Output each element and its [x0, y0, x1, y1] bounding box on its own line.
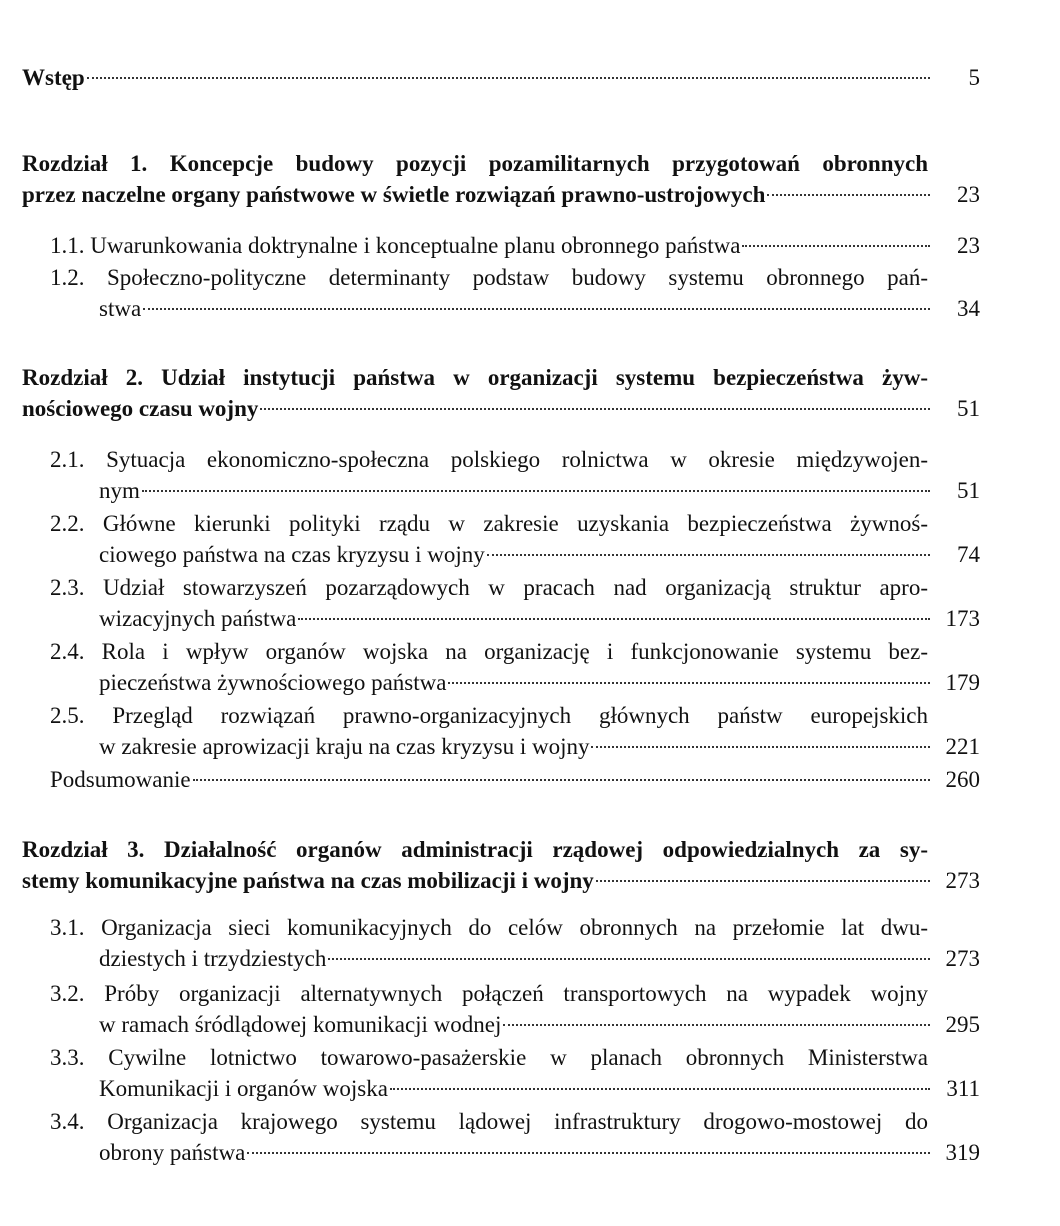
section-title-line: 2.2. Główne kierunki polityki rządu w zakresie uzyskania bezpieczeństwa żywnoś- — [50, 511, 928, 536]
toc-section-2-4[interactable] — [50, 636, 980, 698]
section-title-line: 3.1. Organizacja sieci komunikacyjnych do celów obronnych na przełomie lat dwu- — [50, 915, 928, 940]
page-number: 319 — [945, 1140, 980, 1165]
chapter-title-line: przez naczelne organy państwowe w świetle rozwiązań prawno-ustrojowych — [22, 182, 766, 207]
section-title-line: w ramach śródlądowej komunikacji wodnej — [99, 1012, 502, 1037]
page-number: 311 — [946, 1076, 980, 1101]
section-title-line: w zakresie aprowizacji kraju na czas kryzysu i wojny — [99, 734, 590, 759]
toc-section-2-3[interactable] — [50, 572, 980, 634]
section-title-line: 3.3. Cywilne lotnictwo towarowo-pasażerskie w planach obronnych Ministerstwa — [50, 1045, 928, 1070]
section-title-line: 3.2. Próby organizacji alternatywnych połączeń transportowych na wypadek wojny — [50, 981, 928, 1006]
dot-leader — [448, 682, 930, 684]
section-title-line: dziestych i trzydziestych — [99, 946, 327, 971]
toc-section-3-3[interactable] — [50, 1042, 980, 1104]
page-number: 5 — [968, 65, 980, 90]
page-number: 179 — [945, 670, 980, 695]
section-title-line: Komunikacji i organów wojska — [99, 1076, 388, 1101]
dot-leader — [260, 408, 930, 410]
section-title-line: 3.4. Organizacja krajowego systemu lądowej infrastruktury drogowo-mostowej do — [50, 1109, 928, 1134]
toc-chapter-3[interactable] — [22, 834, 980, 896]
toc-summary[interactable] — [50, 764, 980, 795]
toc-section-1-1[interactable] — [50, 230, 980, 261]
page-number: 23 — [957, 182, 980, 207]
chapter-title-line: Rozdział 2. Udział instytucji państwa w organizacji systemu bezpieczeństwa żyw- — [22, 365, 928, 390]
toc-section-3-1[interactable] — [50, 912, 980, 974]
dot-leader — [487, 554, 930, 556]
chapter-title-line: Rozdział 1. Koncepcje budowy pozycji pozamilitarnych przygotowań obronnych — [22, 151, 928, 176]
section-title-line: obrony państwa — [99, 1140, 246, 1165]
toc-chapter-1[interactable] — [22, 148, 980, 210]
section-title-line: 2.3. Udział stowarzyszeń pozarządowych w pracach nad organizacją struktur apro- — [50, 575, 928, 600]
toc-section-2-5[interactable] — [50, 700, 980, 762]
section-title-line: 1.2. Społeczno-polityczne determinanty podstaw budowy systemu obronnego pań- — [50, 265, 928, 290]
page-number: 273 — [945, 946, 980, 971]
toc-section-2-2[interactable] — [50, 508, 980, 570]
page-number: 173 — [945, 606, 980, 631]
section-title-line: ciowego państwa na czas kryzysu i wojny — [99, 542, 485, 567]
section-title-line: pieczeństwa żywnościowego państwa — [99, 670, 447, 695]
section-title: Podsumowanie — [50, 767, 191, 792]
dot-leader — [298, 618, 930, 620]
chapter-title-line: nościowego czasu wojny — [22, 396, 259, 421]
section-title-line: nym — [99, 478, 140, 503]
toc-section-1-2[interactable] — [50, 262, 980, 324]
page-number: 34 — [957, 296, 980, 321]
page-number: 273 — [945, 868, 980, 893]
page-number: 295 — [945, 1012, 980, 1037]
dot-leader — [390, 1088, 930, 1090]
dot-leader — [503, 1024, 930, 1026]
dot-leader — [193, 779, 930, 781]
chapter-title-line: Rozdział 3. Działalność organów administracji rządowej odpowiedzialnych za sy- — [22, 837, 928, 862]
toc-entry-title: Wstęp — [22, 65, 85, 90]
page-number: 51 — [957, 396, 980, 421]
page-number: 260 — [945, 767, 980, 792]
dot-leader — [143, 308, 930, 310]
dot-leader — [142, 490, 930, 492]
toc-chapter-2[interactable] — [22, 362, 980, 424]
section-title-line: 2.1. Sytuacja ekonomiczno-społeczna polskiego rolnictwa w okresie międzywojen- — [50, 447, 928, 472]
section-title-line: 2.5. Przegląd rozwiązań prawno-organizacyjnych głównych państw europejskich — [50, 703, 928, 728]
toc-entry-intro[interactable] — [22, 62, 980, 93]
section-title-line: 2.4. Rola i wpływ organów wojska na organizację i funkcjonowanie systemu bez- — [50, 639, 928, 664]
dot-leader — [247, 1152, 930, 1154]
toc-section-2-1[interactable] — [50, 444, 980, 506]
toc-section-3-4[interactable] — [50, 1106, 980, 1168]
page-number: 23 — [957, 233, 980, 258]
page-number: 51 — [957, 478, 980, 503]
dot-leader — [742, 245, 930, 247]
page-number: 74 — [957, 542, 980, 567]
dot-leader — [767, 194, 930, 196]
section-title: 1.1. Uwarunkowania doktrynalne i konceptualne planu obronnego państwa — [50, 233, 741, 258]
dot-leader — [596, 880, 930, 882]
dot-leader — [591, 746, 930, 748]
dot-leader — [328, 958, 930, 960]
toc-section-3-2[interactable] — [50, 978, 980, 1040]
chapter-title-line: stemy komunikacyjne państwa na czas mobilizacji i wojny — [22, 868, 594, 893]
page-number: 221 — [945, 734, 980, 759]
section-title-line: wizacyjnych państwa — [99, 606, 297, 631]
dot-leader — [87, 77, 930, 79]
section-title-line: stwa — [99, 296, 142, 321]
